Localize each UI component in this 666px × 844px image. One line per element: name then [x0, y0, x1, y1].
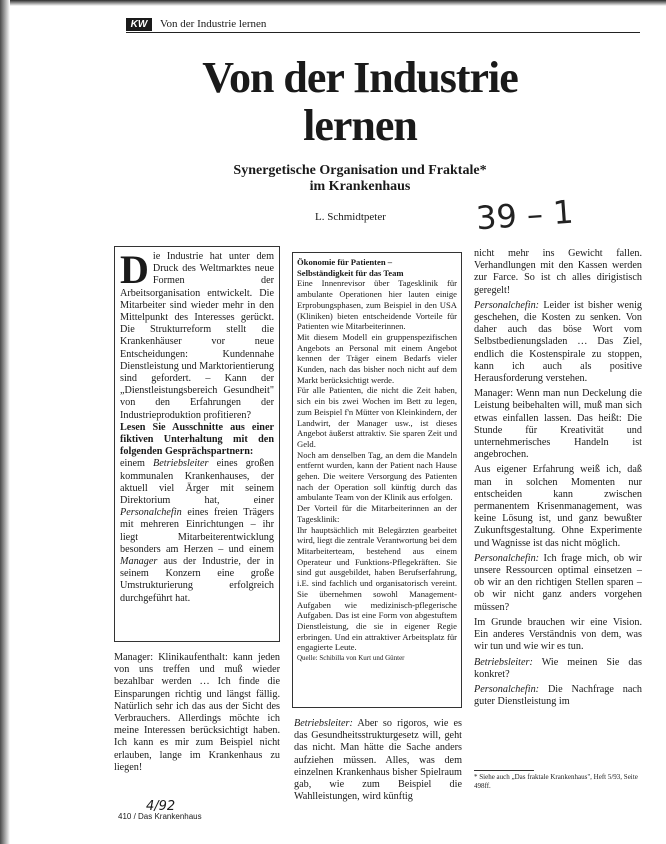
- box-paragraph: Noch am denselben Tag, an dem die Mandeln entfernt wurden, kann der Patient nach Hause gehen. Die weitere Versorgung des Patienten nach der Operation soll künftig durch das ambulante Team von der Klinik aus erfolgen.: [297, 449, 457, 503]
- manager-statement: Manager: Klinikaufenthalt: kann jeden von uns treffen und muß wieder bezahlbar werden … Ich finde die Einsparungen richtig und längst fällig. Natürlich sehr ich das aus der Sicht des Verbrauchers. Allerdings möchte ich meine Interessen berücksichtigt haben. Ich kann es mir zum Beispiel nicht erlauben, lange im Krankenhaus zu liegen!: [114, 652, 280, 773]
- intro-bold-text: Lesen Sie Ausschnitte aus einer fiktiven Unterhaltung mit den folgenden Gesprächspartnern:: [120, 421, 274, 458]
- article-subtitle: [170, 163, 550, 195]
- scan-shadow-left: [0, 0, 10, 844]
- paragraph: Manager: Wenn man nun Deckelung die Leistung beibehalten will, muß man sich etwas einfallen lassen. Das heißt: Die Stunde für Kreativität und unternehmerisches Handeln ist angebrochen.: [474, 388, 642, 461]
- handwritten-note: 39 – 1: [474, 192, 575, 238]
- handwritten-footer-note: 4/92: [146, 799, 176, 814]
- role-betriebsleiter: Betriebsleiter: [153, 458, 209, 470]
- middle-column-text: [294, 718, 462, 812]
- roles-paragraph: einem Betriebsleiter eines großen kommunalen Krankenhauses, der aktuell viel Ärger mit seinem Direktorium hat, einer Personalchefin eines freien Trägers mit mehreren Einrichtungen – ihr liegt Mitarbeiterentwicklung besonders am Herzen – und einem Manager aus der Industrie, der in seinem Konzern eine große Umstrukturierung erfolgreich durchgeführt hat.: [120, 458, 275, 604]
- box-paragraph: Mit diesem Modell ein gruppenspezifischen Angebots an Personal mit einem Angebot kennen der Träger einem Bedarfs vieler Kunden, nach das bisher noch nicht auf dem Markt berücksichtigt werde.: [297, 331, 457, 385]
- left-column-text: [114, 652, 280, 800]
- page-footer: 410 / Das Krankenhaus: [118, 812, 202, 821]
- footnote-divider: [474, 770, 534, 771]
- role-personalchefin: Personalchefin: [120, 507, 182, 519]
- betriebsleiter-statement: Betriebsleiter: Aber so rigoros, wie es das Gesundheitsstrukturgesetz will, geht das nicht. Man hätte die Sache anders aufziehen müssen. Alles, was dem einzelnen Krankenhaus bisher Spielraum gab, wie zum Beispiel die Wahlleistungen, wird künftig: [294, 718, 462, 803]
- paragraph: Betriebsleiter: Wie meinen Sie das konkret?: [474, 656, 642, 680]
- paragraph: Im Grunde brauchen wir eine Vision. Ein anderes Verständnis von dem, was wir tun und wie wir es tun.: [474, 616, 642, 653]
- paragraph: Aus eigener Erfahrung weiß ich, daß man in solchen Momenten nur entscheiden kann zwischen permanentem Krisenmanagement, was keine Lösung ist, und ganz bewußter Zukunftsgestaltung. Ohne Experimente und Wagnisse ist das nicht möglich.: [474, 464, 642, 549]
- box-paragraph: Eine Innenrevisor über Tagesklinik für ambulante Operationen hier lauten einige Erprobungsphasen, zum Beispiel in den USA (Kliniken) bieten entscheidende Vorteile für Patienten wie Mitarbeiterinnen.: [297, 278, 457, 332]
- subtitle-line-1: Synergetische Organisation und Fraktale*: [233, 163, 487, 178]
- paragraph: Personalchefin: Die Nachfrage nach guter Dienstleistung im: [474, 683, 642, 708]
- scan-shadow-top: [0, 0, 666, 6]
- subtitle-line-2: im Krankenhaus: [309, 179, 411, 194]
- article-title: [150, 54, 570, 150]
- dropcap: D: [120, 247, 149, 292]
- box-paragraph: Für alle Patienten, die nicht die Zeit haben, sich ein bis zwei Wochen im Bett zu legen, zum Beispiel f'n Mütter von Kleinkindern, der Landwirt, der Manager usw., ist dieses Angebot äußerst attraktiv. Sie sparen Zeit und Geld.: [297, 385, 457, 449]
- box-source: Quelle: Schibilla von Kurt und Günter: [297, 654, 405, 663]
- author-name: L. Schmidtpeter: [315, 211, 386, 223]
- paragraph: Personalchefin: Ich frage mich, ob wir unsere Ressourcen optimal einsetzen – ob wir an den richtigen Stellen sparen – ob wir nicht ganz anders vorgehen müssen?: [474, 552, 642, 613]
- role-manager: Manager: [120, 556, 158, 568]
- intro-box: [114, 246, 280, 642]
- paragraph: nicht mehr ins Gewicht fallen. Verhandlungen mit den Kassen werden zur Farce. So ist ch alles dirigistisch geregelt!: [474, 248, 642, 296]
- box-paragraph: Der Vorteil für die Mitarbeiterinnen an der Tagesklinik:: [297, 503, 457, 524]
- info-box: [292, 252, 462, 708]
- right-column-text: [474, 248, 642, 750]
- box-paragraph: Ihr hauptsächlich mit Belegärzten gearbeitet wird, liegt die zentrale Verantwortung bei dem Mitarbeiterteam, bestehend aus einem Operateur und Funktions-Pflegekräften. Sie sind gut ausgebildet, haben Berufserfahrung, i.E. sind fachlich und organisatorisch vereint. Sie übernehmen sowohl Management-Aufgaben wie medizinisch-pflegerische Aufgaben. Das ist eine Form von abgestuftem Dienstleistung, die sie in eigener Regie erbringen. Und ein attraktiver Arbeitsplatz für engagierte Leute.: [297, 524, 457, 653]
- paragraph: Personalchefin: Leider ist bisher wenig geschehen, die Kosten zu senken. Von daher auch das böse Wort vom Selbstbedienungsladen … Das Ziel, endlich die Kostenspirale zu stoppen, kann ich auch als positive Herausforderung verstehen.: [474, 299, 642, 385]
- running-header: [126, 18, 640, 33]
- box-heading: Ökonomie für Patienten – Selbständigkeit für das Team: [297, 257, 404, 278]
- section-title: Von der Industrie lernen: [160, 18, 267, 30]
- footnote: * Siehe auch „Das fraktale Krankenhaus", Heft 5/93, Seite 498ff.: [474, 773, 638, 790]
- intro-text: ie Industrie hat unter dem Druck des Weltmarktes neue Formen der Arbeitsorganisation entwickelt. Die Mitarbeiter sind wieder mehr in den Mittelpunkt des Interesses gerückt. Die Strukturreform stellt die Krankenhäuser vor neue Entscheidungen: Kundennahe Dienstleistung und Marktorientierung sind gefordert. – Kann der „Dienstleistungsbereich Gesundheit" von den Erfahrungen der Industrieproduktion profitieren?: [120, 251, 274, 421]
- journal-logo-icon: KW: [126, 18, 152, 31]
- title-line-1: Von der Industrie: [202, 53, 518, 102]
- title-line-2: lernen: [303, 101, 417, 150]
